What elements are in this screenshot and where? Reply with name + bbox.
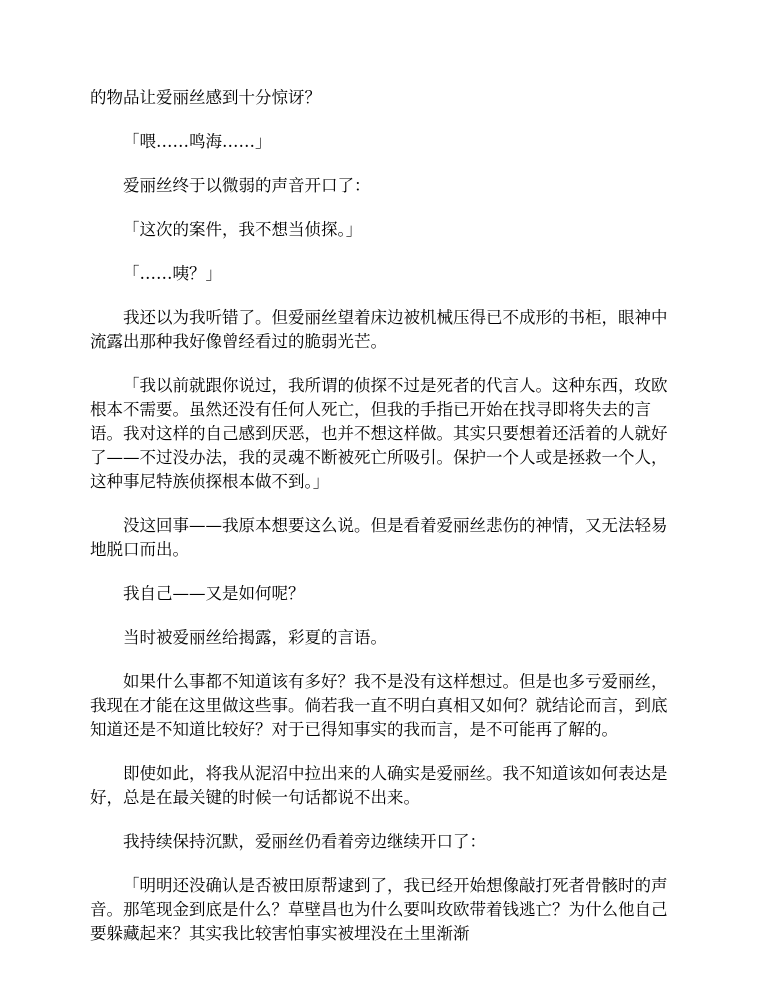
paragraph-1: 的物品让爱丽丝感到十分惊讶？ xyxy=(90,88,321,107)
paragraph-2: 「喂……鸣海……」 xyxy=(123,132,272,151)
paragraph-6: 我还以为我听错了。但爱丽丝望着床边被机械压得已不成形的书柜，眼神中流露出那种我好像曾经看过的脆弱光芒。 xyxy=(90,308,668,351)
paragraph-7: 「我以前就跟你说过，我所谓的侦探不过是死者的代言人。这种东西，玫欧根本不需要。虽然还没有任何人死亡，但我的手指已开始在找寻即将失去的言语。我对这样的自己感到厌恶，也并不想这样做。其实只要想着还活着的人就好了——不过没办法，我的灵魂不断被死亡所吸引。保护一个人或是拯救一个人，这种事尼特族侦探根本做不到。」 xyxy=(90,376,668,491)
paragraph-11: 如果什么事都不知道该有多好？我不是没有这样想过。但是也多亏爱丽丝，我现在才能在这里做这些事。倘若我一直不明白真相又如何？就结论而言，到底知道还是不知道比较好？对于已得知事实的我而言，是不可能再了解的。 xyxy=(90,672,668,739)
paragraph-8: 没这回事——我原本想要这么说。但是看着爱丽丝悲伤的神情，又无法轻易地脱口而出。 xyxy=(90,516,668,559)
paragraph-4: 「这次的案件，我不想当侦探。」 xyxy=(123,220,363,239)
paragraph-5: 「……咦？」 xyxy=(123,264,222,283)
paragraph-13: 我持续保持沉默，爱丽丝仍看着旁边继续开口了： xyxy=(123,832,486,851)
paragraph-9: 我自己——又是如何呢？ xyxy=(123,584,305,603)
paragraph-10: 当时被爱丽丝给揭露，彩夏的言语。 xyxy=(123,628,387,647)
document-page xyxy=(90,86,678,966)
paragraph-12: 即使如此，将我从泥沼中拉出来的人确实是爱丽丝。我不知道该如何表达是好，总是在最关键的时候一句话都说不出来。 xyxy=(90,764,668,807)
paragraph-14: 「明明还没确认是否被田原帮逮到了，我已经开始想像敲打死者骨骸时的声音。那笔现金到底是什么？草壁昌也为什么要叫玫欧带着钱逃亡？为什么他自己要躲藏起来？其实我比较害怕事实被埋没在土里渐渐 xyxy=(90,876,668,943)
paragraph-3: 爱丽丝终于以微弱的声音开口了： xyxy=(123,176,371,195)
